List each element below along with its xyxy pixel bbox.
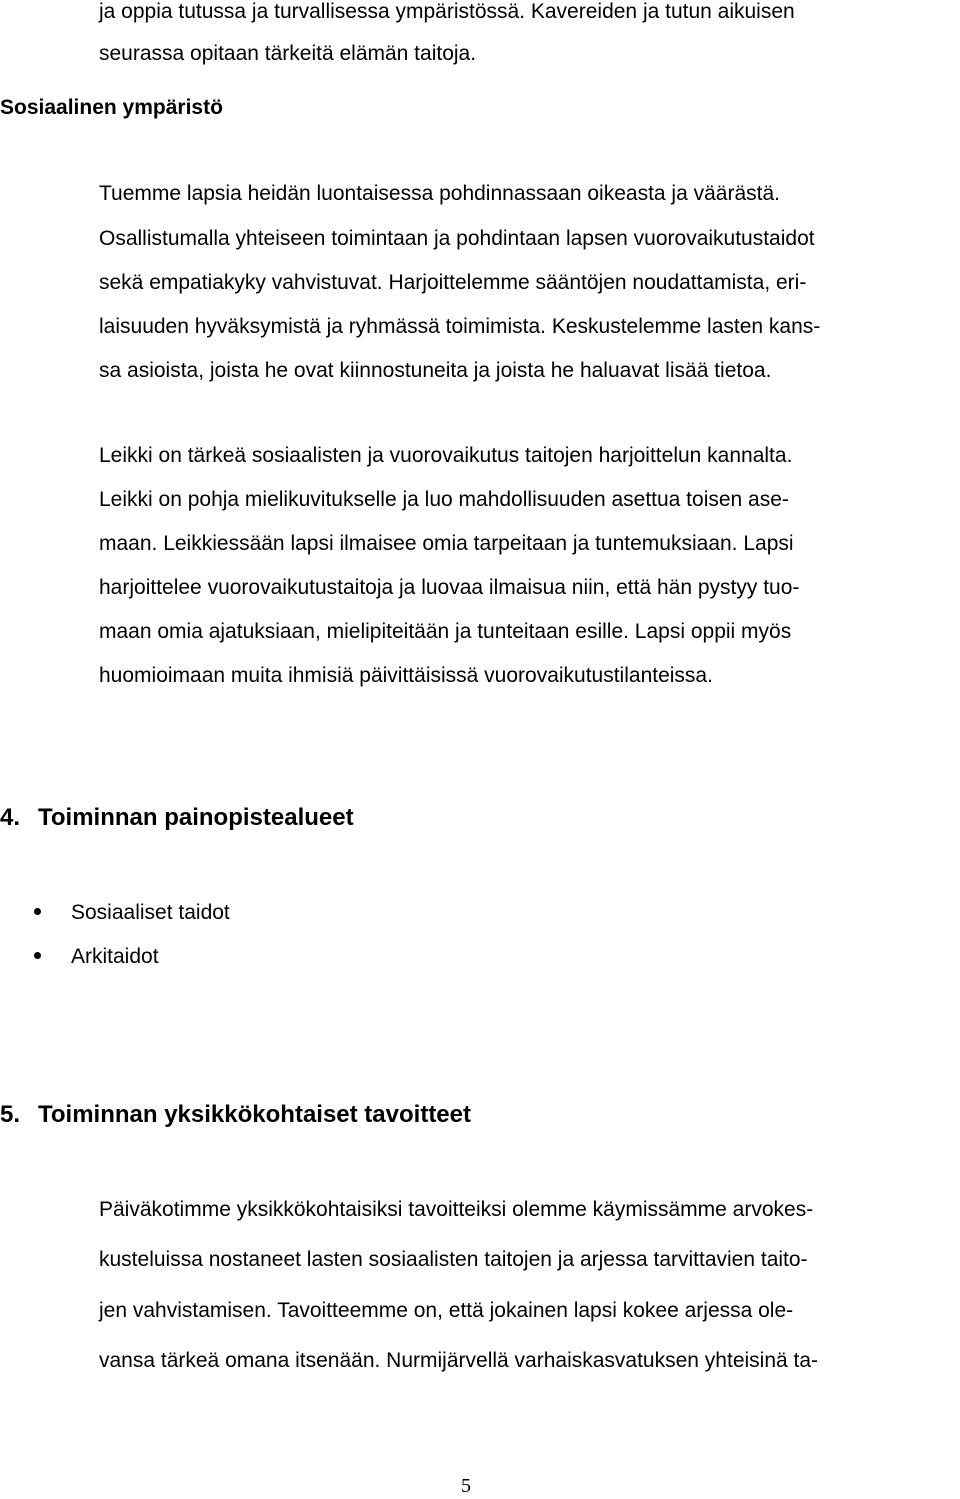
section-5-title: Toiminnan yksikkökohtaiset tavoitteet	[38, 1101, 471, 1128]
social-heading: Sosiaalinen ympäristö	[0, 96, 223, 119]
section-5-heading	[0, 1099, 471, 1131]
section-5-line-3: jen vahvistamisen. Tavoitteemme on, että jokainen lapsi kokee arjessa ole-	[99, 1299, 794, 1322]
list-item-label: Arkitaidot	[71, 945, 159, 968]
bullet-icon	[34, 908, 41, 915]
social-para2-line-5: maan omia ajatuksiaan, mielipiteitään ja tunteitaan esille. Lapsi oppii myös	[99, 620, 792, 643]
social-para1-line-1: Tuemme lapsia heidän luontaisessa pohdinnassaan oikeasta ja väärästä.	[99, 182, 780, 205]
social-para1-line-2: Osallistumalla yhteiseen toimintaan ja pohdintaan lapsen vuorovaikutustaidot	[99, 227, 815, 250]
page-number: 5	[461, 1475, 471, 1497]
list-item	[34, 943, 159, 971]
social-para2-line-2: Leikki on pohja mielikuvitukselle ja luo mahdollisuuden asettua toisen ase-	[99, 488, 789, 511]
section-5-line-1: Päiväkotimme yksikkökohtaisiksi tavoitteiksi olemme käymissämme arvokes-	[99, 1198, 814, 1221]
section-4-number: 4.	[0, 804, 21, 831]
social-para2-line-6: huomioimaan muita ihmisiä päivittäisissä vuorovaikutustilanteissa.	[99, 664, 713, 687]
social-para1-line-3: sekä empatiakyky vahvistuvat. Harjoittelemme sääntöjen noudattamista, eri-	[99, 271, 807, 294]
list-item	[34, 899, 230, 927]
bullet-icon	[34, 952, 41, 959]
section-4-heading	[0, 802, 354, 834]
intro-line-1: ja oppia tutussa ja turvallisessa ympäristössä. Kavereiden ja tutun aikuisen	[99, 0, 795, 23]
social-para2-line-4: harjoittelee vuorovaikutustaitoja ja luovaa ilmaisua niin, että hän pystyy tuo-	[99, 576, 800, 599]
social-para1-line-4: laisuuden hyväksymistä ja ryhmässä toimimista. Keskustelemme lasten kans-	[99, 315, 821, 338]
intro-line-2: seurassa opitaan tärkeitä elämän taitoja.	[99, 42, 477, 65]
section-5-line-2: kusteluissa nostaneet lasten sosiaalisten taitojen ja arjessa tarvittavien taito-	[99, 1248, 808, 1271]
section-5-number: 5.	[0, 1101, 21, 1128]
social-para2-line-3: maan. Leikkiessään lapsi ilmaisee omia tarpeitaan ja tuntemuksiaan. Lapsi	[99, 532, 794, 555]
section-5-line-4: vansa tärkeä omana itsenään. Nurmijärvellä varhaiskasvatuksen yhteisinä ta-	[99, 1349, 819, 1372]
list-item-label: Sosiaaliset taidot	[71, 901, 230, 924]
social-para2-line-1: Leikki on tärkeä sosiaalisten ja vuorovaikutus taitojen harjoittelun kannalta.	[99, 444, 793, 467]
section-4-title: Toiminnan painopistealueet	[38, 804, 354, 831]
social-para1-line-5: sa asioista, joista he ovat kiinnostuneita ja joista he haluavat lisää tietoa.	[99, 359, 772, 382]
